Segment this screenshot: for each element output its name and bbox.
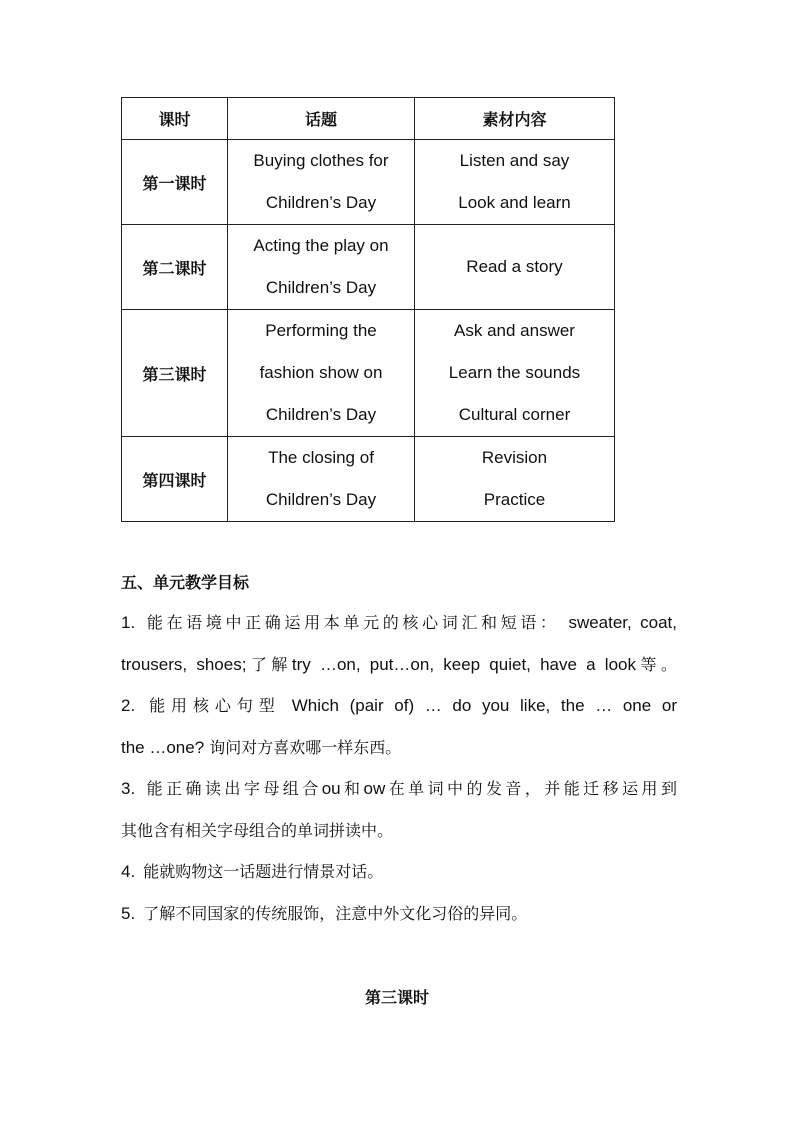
goal-line	[121, 685, 677, 727]
topic-line: Children’s Day	[265, 490, 377, 509]
goal-item-4	[121, 851, 677, 893]
header-material: 素材内容	[415, 98, 615, 140]
table-row	[122, 140, 615, 225]
goal-text: 了解不同国家的传统服饰，注意中外文化习俗的异同。	[143, 903, 528, 923]
material-line: Cultural corner	[458, 405, 571, 424]
topic-cell	[228, 437, 415, 522]
material-line: Listen and say	[459, 151, 570, 170]
goals-list	[121, 602, 677, 934]
period-cell: 第二课时	[122, 225, 228, 310]
goal-item-5	[121, 893, 677, 935]
lesson-plan-table	[121, 97, 615, 522]
material-line: Revision	[481, 448, 548, 467]
goal-text-en: sweater, coat,	[568, 613, 677, 632]
goal-text: 询问对方喜欢哪一样东西。	[209, 737, 402, 757]
goal-text-en: ou	[321, 779, 341, 798]
goal-item-3	[121, 768, 677, 851]
table-row	[122, 225, 615, 310]
header-topic: 话题	[228, 98, 415, 140]
material-line: Ask and answer	[454, 321, 575, 340]
material-line: Look and learn	[458, 193, 571, 212]
goal-item-1	[121, 602, 677, 685]
material-line: Practice	[483, 490, 546, 509]
section-heading: 五、单元教学目标	[121, 573, 250, 592]
topic-cell	[228, 225, 415, 310]
lesson-heading: 第三课时	[364, 988, 429, 1007]
goal-text-en: try …on, put…on, keep quiet, have a look	[291, 654, 636, 674]
goal-line	[121, 851, 677, 893]
goal-number: 1.	[121, 613, 136, 632]
material-cell	[415, 225, 615, 310]
table-header-row	[122, 98, 615, 140]
goal-line	[121, 602, 677, 644]
topic-cell	[228, 310, 415, 437]
goal-text: 和	[340, 779, 364, 798]
goal-item-2	[121, 685, 677, 768]
goal-text: 能就购物这一话题进行情景对话。	[143, 862, 384, 881]
material-cell	[415, 310, 615, 437]
material-cell	[415, 140, 615, 225]
material-line: Read a story	[466, 257, 563, 276]
goal-line	[121, 893, 677, 935]
topic-line: Buying clothes for	[253, 151, 389, 170]
goal-line	[121, 768, 677, 810]
goal-text: 了解	[246, 654, 292, 674]
period-cell: 第四课时	[122, 437, 228, 522]
topic-line: Performing the	[265, 321, 377, 340]
goal-text: 在单词中的发音，并能迁移运用到	[385, 779, 677, 798]
goal-line	[121, 644, 677, 686]
goal-text: 等。	[636, 654, 677, 674]
topic-line: Children’s Day	[265, 405, 377, 424]
goal-text-en: ow	[363, 779, 386, 798]
goal-text-en: trousers, shoes;	[121, 654, 247, 674]
material-line: Learn the sounds	[448, 363, 581, 382]
goal-text-en: the …one?	[121, 737, 205, 757]
table-row	[122, 437, 615, 522]
goal-number: 3.	[121, 779, 136, 798]
topic-cell	[228, 140, 415, 225]
goal-text-en: Which (pair of) … do you like, the … one or	[291, 696, 677, 715]
topic-line: The closing of	[268, 448, 374, 467]
topic-line: Children’s Day	[265, 278, 377, 297]
goal-number: 5.	[121, 903, 136, 923]
goal-line	[121, 727, 677, 769]
goal-number: 2.	[121, 696, 136, 715]
table-row	[122, 310, 615, 437]
goal-text: 能正确读出字母组合	[143, 779, 322, 798]
period-cell: 第三课时	[122, 310, 228, 437]
goal-number: 4.	[121, 862, 136, 881]
topic-line: Children’s Day	[265, 193, 377, 212]
material-cell	[415, 437, 615, 522]
goal-text: 能用核心句型	[143, 696, 281, 715]
goal-line: 其他含有相关字母组合的单词拼读中。	[121, 820, 394, 840]
topic-line: fashion show on	[259, 363, 383, 382]
header-period: 课时	[122, 98, 228, 140]
topic-line: Acting the play on	[253, 236, 389, 255]
goal-text: 能在语境中正确运用本单元的核心词汇和短语：	[143, 613, 560, 632]
period-cell: 第一课时	[122, 140, 228, 225]
